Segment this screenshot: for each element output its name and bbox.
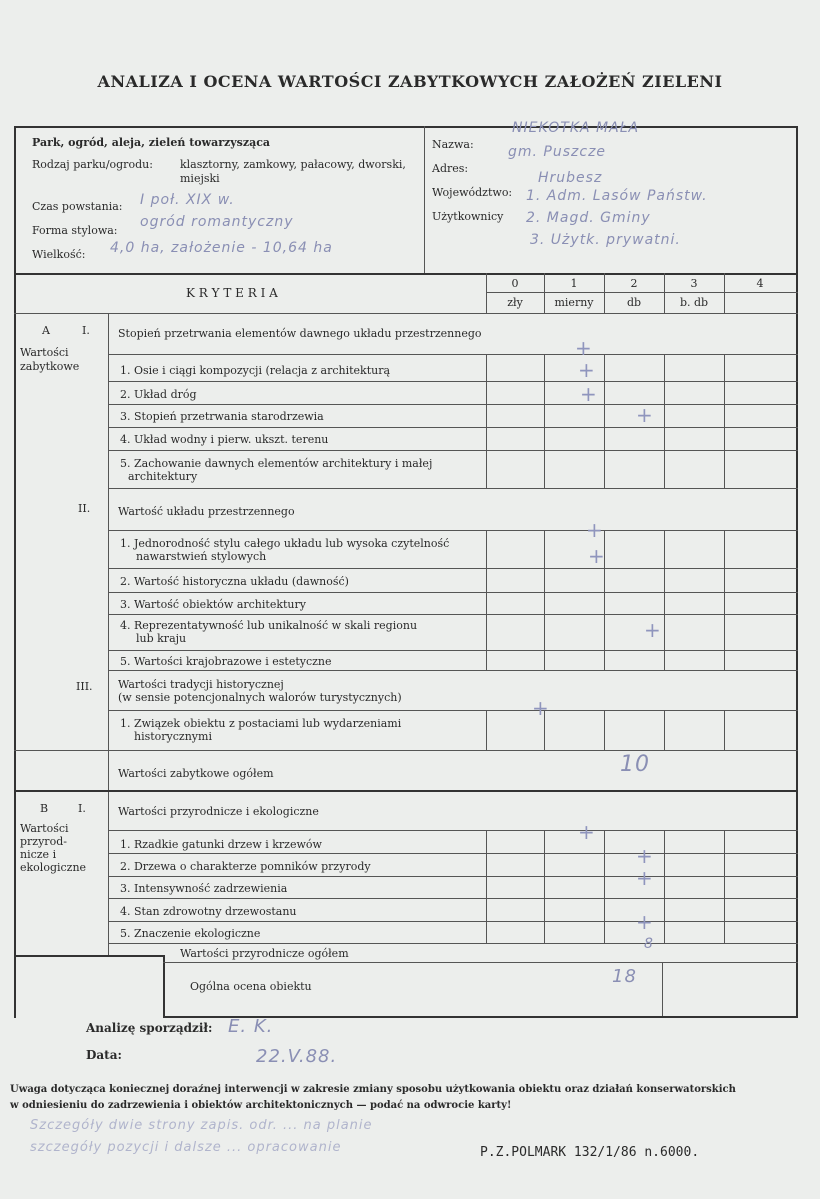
section-a-b-divider — [14, 790, 798, 792]
score-3: 3 — [690, 277, 698, 290]
hand-note-2: szczegóły pozycji i dalsze ... opracowanie — [30, 1140, 342, 1155]
row-line — [108, 943, 798, 944]
col-line-1 — [544, 830, 545, 943]
a-g1-item-3: 3. Stopień przetrwania starodrzewia — [120, 410, 324, 423]
section-col-line — [108, 313, 109, 955]
a-g2-item-1: 1. Jednorodność stylu całego układu lub wysoka czytelność — [120, 537, 450, 550]
col-line-1 — [544, 354, 545, 488]
b-item-2: 2. Drzewa o charakterze pomników przyrody — [120, 860, 371, 873]
a-group-2: Wartość układu przestrzennego — [118, 505, 295, 518]
a-g2-item-3: 3. Wartość obiektów architektury — [120, 598, 306, 611]
a-g1-item-2: 2. Układ dróg — [120, 388, 197, 401]
section-b-name-4: ekologiczne — [20, 861, 87, 874]
a-g2-line — [108, 530, 798, 531]
section-a-name-2: zabytkowe — [20, 360, 80, 373]
check-mark: + — [588, 544, 605, 568]
check-mark: + — [578, 820, 595, 844]
col-line-3 — [664, 830, 665, 943]
data-label: Data: — [86, 1048, 122, 1062]
a-g1-item-5b: architektury — [128, 470, 198, 483]
wielkosc-value: 4,0 ha, założenie - 10,64 ha — [110, 240, 333, 256]
section-b-letter: B — [40, 802, 49, 815]
a-g1-item-1: 1. Osie i ciągi kompozycji (relacja z architekturą — [120, 364, 391, 377]
uzytkownik-1: 1. Adm. Lasów Państw. — [526, 188, 708, 204]
frame-right — [796, 126, 798, 1018]
uzytkownicy-label: Użytkownicy — [432, 210, 504, 223]
a-group-3-1: Wartości tradycji historycznej — [118, 678, 284, 691]
col-line-4 — [724, 354, 725, 488]
adres-value-1: gm. Puszcze — [508, 144, 607, 160]
section-a-letter: A — [42, 324, 50, 337]
a-g2-item-5: 5. Wartości krajobrazowe i estetyczne — [120, 655, 332, 668]
col-line-4 — [724, 830, 725, 943]
section-b-name-2: przyrod- — [20, 835, 67, 848]
note-line-2: w odniesieniu do zadrzewienia i obiektów architektonicznych — podać na odwrocie karty! — [10, 1100, 512, 1111]
section-a-roman-1: I. — [82, 324, 90, 337]
col-line-3 — [664, 354, 665, 488]
check-mark: + — [636, 910, 653, 934]
row-line — [14, 750, 798, 751]
hand-note-1: Szczegóły dwie strony zapis. odr. ... na planie — [30, 1118, 373, 1133]
a-g2-item-2: 2. Wartość historyczna układu (dawność) — [120, 575, 349, 588]
col-line-0 — [486, 273, 487, 313]
a-total-label: Wartości zabytkowe ogółem — [118, 767, 274, 780]
nazwa-value: NIEKOTKA MAŁA — [512, 120, 640, 136]
overall-col-line — [662, 962, 663, 1016]
b-group-1: Wartości przyrodnicze i ekologiczne — [118, 805, 319, 818]
a-g2-item-4b: lub kraju — [136, 632, 187, 645]
row-line — [108, 488, 798, 489]
row-line — [108, 921, 798, 922]
rodzaj-label: Rodzaj parku/ogrodu: — [32, 158, 153, 171]
row-line — [108, 898, 798, 899]
row-line — [108, 427, 798, 428]
adres-label: Adres: — [432, 162, 469, 175]
czas-label: Czas powstania: — [32, 200, 123, 213]
header-divider — [424, 126, 425, 274]
b-item-5: 5. Znaczenie ekologiczne — [120, 927, 261, 940]
check-mark: + — [578, 358, 595, 382]
a-total-value: 10 — [620, 752, 650, 777]
section-b-name-3: nicze i — [20, 848, 57, 861]
overall-label: Ogólna ocena obiektu — [190, 980, 312, 993]
uzytkownik-3: 3. Użytk. prywatni. — [530, 232, 681, 248]
b-item-4: 4. Stan zdrowotny drzewostanu — [120, 905, 297, 918]
row-line — [108, 381, 798, 382]
row-line — [108, 614, 798, 615]
overall-value: 18 — [612, 966, 637, 987]
park-label: Park, ogród, aleja, zieleń towarzysząca — [32, 136, 271, 149]
grade-2: db — [626, 296, 642, 309]
adres-value-2: Hrubesz — [538, 170, 603, 186]
rodzaj-options-2: miejski — [180, 172, 220, 185]
criteria-header-mid — [486, 292, 798, 293]
a-group-1: Stopień przetrwania elementów dawnego układu przestrzennego — [118, 327, 482, 340]
b-item-1: 1. Rzadkie gatunki drzew i krzewów — [120, 838, 322, 851]
col-line-0 — [486, 530, 487, 670]
data-value: 22.V.88. — [256, 1046, 338, 1067]
nazwa-label: Nazwa: — [432, 138, 474, 151]
col-line-4 — [724, 530, 725, 670]
check-mark: + — [644, 618, 661, 642]
col-line-0 — [486, 354, 487, 488]
frame-step — [163, 955, 165, 1017]
check-mark: + — [636, 403, 653, 427]
section-b-name-1: Wartości — [20, 822, 69, 835]
kryteria-label: K R Y T E R I A — [186, 286, 278, 300]
col-line-2 — [604, 830, 605, 943]
col-line-3 — [664, 530, 665, 670]
uzytkownik-2: 2. Magd. Gminy — [526, 210, 651, 226]
col-line-1 — [544, 530, 545, 670]
header-bottom — [14, 273, 798, 275]
row-line — [108, 592, 798, 593]
check-mark: + — [586, 518, 603, 542]
row-line — [108, 404, 798, 405]
grade-3: b. db — [679, 296, 709, 309]
b-item-3: 3. Intensywność zadrzewienia — [120, 882, 288, 895]
a-g2-item-1b: nawarstwień stylowych — [136, 550, 267, 563]
a-g1-item-4: 4. Układ wodny i pierw. ukszt. terenu — [120, 433, 329, 446]
row-line — [108, 670, 798, 671]
row-line — [108, 876, 798, 877]
grade-0: zły — [507, 296, 523, 309]
a-g3-item-1: 1. Związek obiektu z postaciami lub wydarzeniami — [120, 717, 402, 730]
col-line-0 — [486, 710, 487, 750]
col-line-1 — [544, 273, 545, 313]
analize-value: E. K. — [228, 1016, 274, 1037]
row-line — [163, 962, 798, 963]
section-a-roman-3: III. — [76, 680, 93, 693]
a-group-3-2: (w sensie potencjonalnych walorów turystycznych) — [118, 691, 402, 704]
row-line — [108, 568, 798, 569]
col-line-4 — [724, 273, 725, 313]
wielkosc-label: Wielkość: — [32, 248, 86, 261]
col-line-3 — [664, 710, 665, 750]
section-a-name-1: Wartości — [20, 346, 69, 359]
a-g3-line — [108, 710, 798, 711]
row-line — [108, 650, 798, 651]
page-title: ANALIZA I OCENA WARTOŚCI ZABYTKOWYCH ZAŁOŻEŃ ZIELENI — [97, 72, 723, 91]
a-g2-item-4: 4. Reprezentatywność lub unikalność w skali regionu — [120, 619, 418, 632]
col-line-0 — [486, 830, 487, 943]
col-line-2 — [604, 273, 605, 313]
wojewodztwo-label: Województwo: — [432, 186, 513, 199]
check-mark: + — [636, 866, 653, 890]
grade-1: mierny — [554, 296, 594, 309]
a-g1-line — [108, 354, 798, 355]
a-g1-item-5: 5. Zachowanie dawnych elementów architektury i małej — [120, 457, 433, 470]
analize-label: Analizę sporządził: — [86, 1021, 213, 1035]
czas-value: I poł. XIX w. — [140, 192, 235, 208]
check-mark: + — [580, 382, 597, 406]
score-1: 1 — [570, 277, 578, 290]
score-4: 4 — [756, 277, 764, 290]
col-line-2 — [604, 710, 605, 750]
col-line-2 — [604, 354, 605, 488]
col-line-3 — [664, 273, 665, 313]
forma-label: Forma stylowa: — [32, 224, 118, 237]
score-0: 0 — [511, 277, 519, 290]
score-2: 2 — [630, 277, 638, 290]
row-line — [108, 450, 798, 451]
frame-top — [14, 126, 798, 128]
rodzaj-options-1: klasztorny, zamkowy, pałacowy, dworski, — [180, 158, 406, 171]
section-b-roman: I. — [78, 802, 86, 815]
frame-left — [14, 126, 16, 1018]
check-mark: + — [532, 696, 549, 720]
check-mark: + — [575, 336, 592, 360]
col-line-4 — [724, 710, 725, 750]
printer-mark: P.Z.POLMARK 132/1/86 n.6000. — [480, 1145, 700, 1160]
a-g3-item-1b: historycznymi — [134, 730, 212, 743]
section-a-roman-2: II. — [78, 502, 91, 515]
criteria-header-bottom — [14, 313, 798, 314]
row-line — [108, 853, 798, 854]
forma-value: ogród romantyczny — [140, 214, 294, 230]
b-total-value: 8 — [644, 936, 654, 952]
note-line-1: Uwaga dotycząca koniecznej doraźnej interwencji w zakresie zmiany sposobu użytkowania obiektu oraz działań konserwatorskich — [10, 1084, 736, 1095]
frame-bottom-left — [14, 955, 164, 957]
b-g1-line — [108, 830, 798, 831]
b-total-label: Wartości przyrodnicze ogółem — [180, 947, 349, 960]
check-mark: + — [636, 844, 653, 868]
